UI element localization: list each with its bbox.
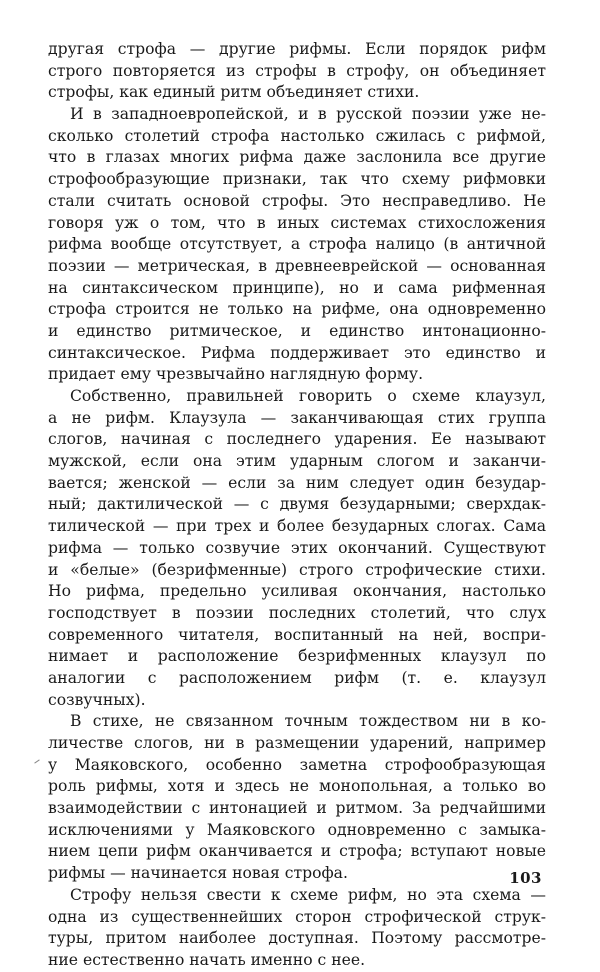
text-line: поэзии — метрическая, в древнееврейской — основанная <box>48 256 546 275</box>
text-line: и «белые» (безрифменные) строго строфические стихи. <box>48 560 546 579</box>
paragraph <box>48 104 546 386</box>
text-line: роль рифмы, хотя и здесь не монопольная, а только во <box>48 777 546 796</box>
text-line: ние естественно начать именно с нее. <box>48 950 366 969</box>
text-line: И в западноевропейской, и в русской поэзии уже не- <box>70 105 546 124</box>
text-line: строго повторяется из строфы в строфу, он объединяет <box>48 61 546 80</box>
text-line: господствует в поэзии последних столетий, что слух <box>48 603 546 622</box>
text-line: стали считать основой строфы. Это несправедливо. Не <box>48 191 546 210</box>
text-line: ный; дактилической — с двумя безударными; сверхдак- <box>48 495 546 514</box>
text-line: Но рифма, предельно усиливая окончания, настолько <box>48 582 546 601</box>
text-line: рифма — только созвучие этих окончаний. Существуют <box>48 538 546 557</box>
margin-mark <box>34 759 39 763</box>
body-text <box>48 39 546 972</box>
text-line: что в глазах многих рифма даже заслонила все другие <box>48 148 546 167</box>
text-line: туры, притом наиболее доступная. Поэтому рассмотре- <box>48 929 546 948</box>
text-line: аналогии с расположением рифм (т. е. клаузул <box>48 668 546 687</box>
text-line: придает ему чрезвычайно наглядную форму. <box>48 365 424 384</box>
text-line: мужской, если она этим ударным слогом и заканчи- <box>48 452 546 471</box>
text-line: тилической — при трех и более безударных слогах. Сама <box>48 517 546 536</box>
text-line: Строфу нельзя свести к схеме рифм, но эта схема — <box>70 885 546 904</box>
text-line: строфа строится не только на рифме, она одновременно <box>48 300 546 319</box>
page-number: 103 <box>509 869 542 887</box>
text-line: рифма вообще отсутствует, а строфа налицо (в античной <box>48 235 546 254</box>
text-line: Собственно, правильней говорить о схеме клаузул, <box>70 387 546 405</box>
text-line: слогов, начиная с последнего ударения. Ее называют <box>48 430 546 449</box>
text-line: нием цепи рифм оканчивается и строфа; вступают новые <box>48 842 546 861</box>
text-line: взаимодействии с интонацией и ритмом. За редчайшими <box>48 799 546 818</box>
paragraph <box>48 711 546 885</box>
text-line: говоря уж о том, что в иных системах стихосложения <box>48 213 546 232</box>
paragraph <box>48 39 546 104</box>
text-line: современного читателя, воспитанный на ней, воспри- <box>48 625 546 644</box>
text-line: вается; женской — если за ним следует один безудар- <box>48 473 546 492</box>
text-line: рифмы — начинается новая строфа. <box>48 864 348 883</box>
paragraph <box>48 386 546 711</box>
text-line: нимает и расположение безрифменных клаузул по <box>48 647 546 666</box>
text-line: на синтаксическом принципе), но и сама рифменная <box>48 278 546 297</box>
text-line: одна из существеннейших сторон строфической струк- <box>48 907 546 926</box>
text-line: личестве слогов, ни в размещении ударений, например <box>48 734 546 752</box>
text-line: В стихе, не связанном точным тождеством ни в ко- <box>70 712 546 731</box>
text-line: строфообразующие признаки, так что схему рифмовки <box>48 170 546 189</box>
text-line: синтаксическое. Рифма поддерживает это единство и <box>48 343 546 362</box>
text-line: у Маяковского, особенно заметна строфообразующая <box>48 755 546 774</box>
paragraph <box>48 885 546 972</box>
text-line: другая строфа — другие рифмы. Если порядок рифм <box>48 40 546 58</box>
text-line: созвучных). <box>48 690 146 709</box>
text-line: сколько столетий строфа настолько сжилась с рифмой, <box>48 126 546 145</box>
text-line: исключениями у Маяковского одновременно с замыка- <box>48 820 546 839</box>
text-line: строфы, как единый ритм объединяет стихи. <box>48 83 420 102</box>
text-line: и единство ритмическое, и единство интонационно- <box>48 321 546 340</box>
text-line: а не рифм. Клаузула — заканчивающая стих группа <box>48 408 546 427</box>
